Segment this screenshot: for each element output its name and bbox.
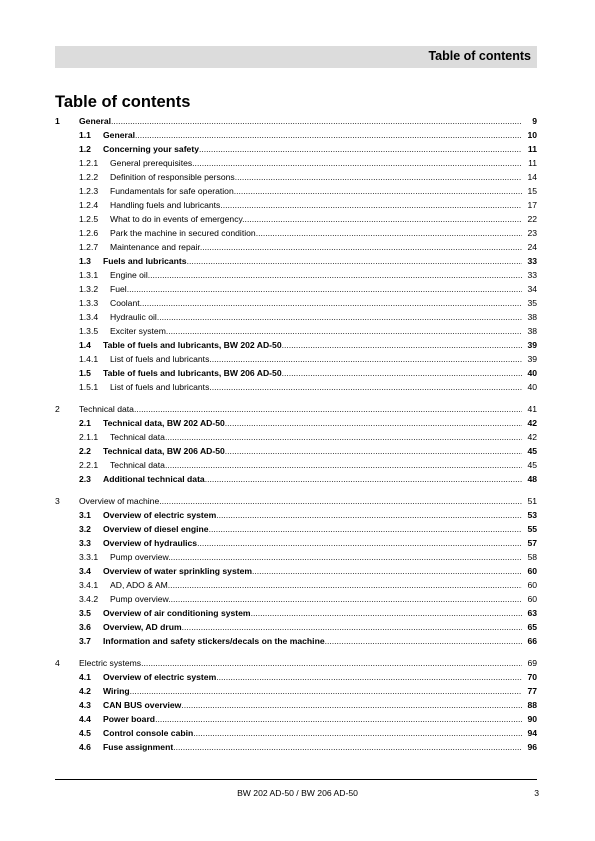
toc-entry-title: CAN BUS overview — [103, 700, 182, 710]
toc-entry-page: 35 — [527, 298, 537, 308]
toc-entry-number: 1.2.4 — [79, 200, 99, 210]
toc-entry-page: 66 — [527, 636, 537, 646]
toc-entry-page: 60 — [527, 594, 537, 604]
toc-entry-title: General — [79, 116, 112, 126]
toc-entry-leader — [103, 144, 522, 155]
toc-entry-number: 3.3 — [79, 538, 91, 548]
toc-entry-page: 51 — [527, 496, 537, 506]
toc-entry[interactable] — [55, 256, 540, 267]
toc-entry-title: Overview of air conditioning system — [103, 608, 251, 618]
toc-entry-page: 69 — [527, 658, 537, 668]
toc-entry[interactable] — [55, 672, 540, 683]
toc-entry-leader — [103, 608, 522, 619]
toc-entry[interactable] — [55, 214, 540, 225]
toc-entry-page: 39 — [527, 340, 537, 350]
toc-entry-page: 70 — [527, 672, 537, 682]
toc-entry-page: 33 — [527, 270, 537, 280]
toc-entry[interactable] — [55, 742, 540, 753]
toc-entry-page: 65 — [527, 622, 537, 632]
toc-entry-number: 1.5.1 — [79, 382, 99, 392]
toc-entry-title: Pump overview — [110, 552, 169, 562]
toc-entry-title: General prerequisites — [110, 158, 193, 168]
toc-entry-leader — [110, 186, 522, 197]
toc-entry-title: Technical data — [79, 404, 134, 414]
toc-entry-number: 4.6 — [79, 742, 91, 752]
toc-entry-title: Fuel — [110, 284, 127, 294]
toc-entry-title: Overview of diesel engine — [103, 524, 209, 534]
toc-entry-number: 3.1 — [79, 510, 91, 520]
toc-entry[interactable] — [55, 714, 540, 725]
toc-entry-page: 77 — [527, 686, 537, 696]
toc-entry-leader — [110, 158, 522, 169]
toc-entry[interactable] — [55, 496, 540, 507]
toc-entry[interactable] — [55, 580, 540, 591]
toc-entry-number: 3.7 — [79, 636, 91, 646]
toc-entry-page: 10 — [527, 130, 537, 140]
toc-entry[interactable] — [55, 566, 540, 577]
toc-entry[interactable] — [55, 700, 540, 711]
toc-entry-page: 40 — [527, 368, 537, 378]
header-title: Table of contents — [428, 49, 531, 63]
toc-entry-leader — [110, 354, 522, 365]
toc-entry-number: 4 — [55, 658, 60, 668]
toc-entry[interactable] — [55, 552, 540, 563]
toc-entry-page: 96 — [527, 742, 537, 752]
toc-entry-number: 3 — [55, 496, 60, 506]
toc-entry-page: 60 — [527, 566, 537, 576]
toc-entry-leader — [79, 404, 522, 415]
toc-entry-leader — [103, 714, 522, 725]
toc-entry-number: 1.4 — [79, 340, 91, 350]
toc-entry-title: Overview of hydraulics — [103, 538, 198, 548]
toc-entry[interactable] — [55, 172, 540, 183]
toc-entry-title: Pump overview — [110, 594, 169, 604]
toc-entry-number: 4.3 — [79, 700, 91, 710]
toc-entry-page: 42 — [527, 418, 537, 428]
footer-divider — [55, 779, 537, 780]
toc-entry-title: List of fuels and lubricants — [110, 382, 210, 392]
toc-entry-title: Fuels and lubricants — [103, 256, 187, 266]
toc-entry-number: 1.2.3 — [79, 186, 99, 196]
toc-entry-page: 24 — [527, 242, 537, 252]
toc-entry-page: 45 — [527, 446, 537, 456]
toc-entry-number: 4.1 — [79, 672, 91, 682]
toc-entry-leader — [110, 594, 522, 605]
toc-entry[interactable] — [55, 186, 540, 197]
toc-entry-page: 45 — [527, 460, 537, 470]
toc-entry-number: 2.2.1 — [79, 460, 99, 470]
toc-entry-title: AD, ADO & AM — [110, 580, 168, 590]
toc-entry[interactable] — [55, 270, 540, 281]
toc-entry-leader — [103, 130, 522, 141]
toc-entry-title: Electric systems — [79, 658, 142, 668]
toc-entry-page: 11 — [528, 158, 537, 168]
toc-entry-number: 1.1 — [79, 130, 91, 140]
toc-entry-leader — [110, 580, 522, 591]
toc-entry-number: 1.2.7 — [79, 242, 99, 252]
toc-entry-title: Technical data — [110, 432, 165, 442]
toc-entry-title: Overview, AD drum — [103, 622, 182, 632]
toc-entry-title: Maintenance and repair — [110, 242, 200, 252]
toc-entry-number: 2.1.1 — [79, 432, 99, 442]
toc-entry-leader — [103, 566, 522, 577]
toc-entry-page: 48 — [527, 474, 537, 484]
toc-entry-page: 55 — [527, 524, 537, 534]
toc-entry[interactable] — [55, 284, 540, 295]
toc-entry-page: 22 — [527, 214, 537, 224]
toc-entry-number: 1.2.2 — [79, 172, 99, 182]
toc-entry[interactable] — [55, 510, 540, 521]
toc-entry[interactable] — [55, 686, 540, 697]
toc-entry-number: 4.2 — [79, 686, 91, 696]
toc-entry[interactable] — [55, 608, 540, 619]
toc-entry-page: 33 — [527, 256, 537, 266]
toc-entry-leader — [110, 298, 522, 309]
toc-entry-number: 2.3 — [79, 474, 91, 484]
toc-entry-title: Overview of electric system — [103, 672, 217, 682]
toc-entry-page: 38 — [527, 312, 537, 322]
toc-entry-page: 94 — [527, 728, 537, 738]
toc-entry[interactable] — [55, 622, 540, 633]
toc-entry-page: 23 — [527, 228, 537, 238]
toc-entry-leader — [110, 432, 522, 443]
toc-entry-number: 3.4.1 — [79, 580, 99, 590]
toc-entry-leader — [79, 116, 522, 127]
toc-entry-leader — [110, 460, 522, 471]
toc-entry[interactable] — [55, 538, 540, 549]
toc-entry-number: 1.2.5 — [79, 214, 99, 224]
toc-entry-leader — [103, 524, 522, 535]
toc-entry-title: Fuse assignment — [103, 742, 174, 752]
toc-entry-number: 1.5 — [79, 368, 91, 378]
toc-entry-title: Overview of machine — [79, 496, 160, 506]
toc-entry[interactable] — [55, 524, 540, 535]
toc-entry[interactable] — [55, 340, 540, 351]
toc-entry-leader — [103, 742, 522, 753]
toc-entry-number: 4.4 — [79, 714, 91, 724]
toc-entry-title: Additional technical data — [103, 474, 205, 484]
toc-entry-title: Concerning your safety — [103, 144, 199, 154]
toc-entry-number: 2.2 — [79, 446, 91, 456]
toc-entry[interactable] — [55, 228, 540, 239]
toc-entry-number: 1.2.1 — [79, 158, 99, 168]
toc-entry-title: Table of fuels and lubricants, BW 206 AD-50 — [103, 368, 282, 378]
toc-entry-leader — [103, 622, 522, 633]
toc-entry-page: 63 — [527, 608, 537, 618]
toc-entry-page: 38 — [527, 326, 537, 336]
toc-entry[interactable] — [55, 446, 540, 457]
toc-entry-page: 42 — [527, 432, 537, 442]
toc-entry[interactable] — [55, 728, 540, 739]
toc-entry-page: 60 — [527, 580, 537, 590]
toc-entry-page: 9 — [532, 116, 537, 126]
toc-entry-leader — [103, 368, 522, 379]
toc-entry[interactable] — [55, 242, 540, 253]
toc-entry[interactable] — [55, 418, 540, 429]
toc-entry-number: 2.1 — [79, 418, 91, 428]
toc-entry-number: 3.4.2 — [79, 594, 99, 604]
toc-entry-leader — [110, 382, 522, 393]
toc-entry-title: Overview of water sprinkling system — [103, 566, 253, 576]
toc-entry-title: Engine oil — [110, 270, 148, 280]
toc-entry[interactable] — [55, 404, 540, 415]
toc-entry-number: 1.3.3 — [79, 298, 99, 308]
toc-entry-leader — [110, 326, 522, 337]
toc-entry-title: Control console cabin — [103, 728, 194, 738]
toc-entry-title: Exciter system — [110, 326, 166, 336]
toc-entry-number: 3.2 — [79, 524, 91, 534]
toc-entry-title: Information and safety stickers/decals on the machine — [103, 636, 325, 646]
toc-entry-leader — [110, 200, 522, 211]
toc-entry-leader — [110, 172, 522, 183]
toc-entry-number: 1.3.1 — [79, 270, 99, 280]
toc-entry-title: Technical data, BW 206 AD-50 — [103, 446, 225, 456]
header-bar — [55, 46, 537, 68]
toc-entry[interactable] — [55, 636, 540, 647]
toc-entry-leader — [103, 538, 522, 549]
toc-entry-number: 1.3.2 — [79, 284, 99, 294]
toc-entry[interactable] — [55, 382, 540, 393]
toc-entry-number: 1.3.5 — [79, 326, 99, 336]
toc-entry[interactable] — [55, 130, 540, 141]
toc-entry[interactable] — [55, 658, 540, 669]
toc-entry-page: 39 — [527, 354, 537, 364]
toc-entry-leader — [79, 496, 522, 507]
toc-entry[interactable] — [55, 298, 540, 309]
toc-entry[interactable] — [55, 594, 540, 605]
toc-entry-page: 40 — [527, 382, 537, 392]
toc-entry-number: 3.6 — [79, 622, 91, 632]
toc-entry-title: Technical data — [110, 460, 165, 470]
toc-entry-leader — [103, 418, 522, 429]
toc-entry-leader — [110, 214, 522, 225]
toc-entry-leader — [110, 284, 522, 295]
page-title: Table of contents — [55, 93, 191, 111]
toc-entry-title: Technical data, BW 202 AD-50 — [103, 418, 225, 428]
toc-entry-title: List of fuels and lubricants — [110, 354, 210, 364]
toc-entry-page: 41 — [527, 404, 537, 414]
toc-entry-number: 3.4 — [79, 566, 91, 576]
toc-entry[interactable] — [55, 326, 540, 337]
toc-entry-page: 34 — [527, 284, 537, 294]
toc-entry[interactable] — [55, 116, 540, 127]
toc-entry-page: 53 — [527, 510, 537, 520]
toc-entry-title: Power board — [103, 714, 156, 724]
toc-entry-page: 17 — [527, 200, 537, 210]
toc-entry[interactable] — [55, 460, 540, 471]
toc-entry-title: What to do in events of emergency — [110, 214, 243, 224]
toc-entry-number: 3.5 — [79, 608, 91, 618]
toc-entry-number: 1.4.1 — [79, 354, 99, 364]
toc-entry-title: Fundamentals for safe operation — [110, 186, 234, 196]
toc-entry-leader — [110, 312, 522, 323]
toc-entry-title: Table of fuels and lubricants, BW 202 AD-50 — [103, 340, 282, 350]
toc-entry-page: 14 — [527, 172, 537, 182]
toc-entry-page: 88 — [527, 700, 537, 710]
toc-entry-title: Wiring — [103, 686, 130, 696]
toc-entry-leader — [103, 700, 522, 711]
toc-entry-leader — [110, 270, 522, 281]
toc-entry-leader — [103, 474, 522, 485]
toc-entry-leader — [110, 242, 522, 253]
footer-page-number: 3 — [534, 788, 539, 798]
toc-entry-number: 4.5 — [79, 728, 91, 738]
toc-entry-number: 1 — [55, 116, 60, 126]
toc-entry-title: General — [103, 130, 136, 140]
toc-entry[interactable] — [55, 432, 540, 443]
toc-entry[interactable] — [55, 158, 540, 169]
footer-model-text: BW 202 AD-50 / BW 206 AD-50 — [237, 788, 358, 798]
toc-entry-number: 3.3.1 — [79, 552, 99, 562]
toc-entry-number: 1.3 — [79, 256, 91, 266]
toc-entry-leader — [110, 552, 522, 563]
toc-entry-number: 1.3.4 — [79, 312, 99, 322]
toc-entry-page: 58 — [527, 552, 537, 562]
toc-entry-number: 1.2.6 — [79, 228, 99, 238]
toc-entry[interactable] — [55, 474, 540, 485]
toc-entry-leader — [103, 728, 522, 739]
toc-entry-title: Handling fuels and lubricants — [110, 200, 221, 210]
toc-entry-page: 90 — [527, 714, 537, 724]
toc-entry-page: 15 — [527, 186, 537, 196]
toc-entry-leader — [103, 672, 522, 683]
toc-entry-page: 57 — [527, 538, 537, 548]
toc-entry[interactable] — [55, 368, 540, 379]
toc-entry-leader — [103, 340, 522, 351]
toc-entry-leader — [103, 510, 522, 521]
toc-entry-leader — [103, 686, 522, 697]
toc-entry-leader — [110, 228, 522, 239]
toc-entry-title: Park the machine in secured condition — [110, 228, 256, 238]
toc-entry[interactable] — [55, 312, 540, 323]
toc-entry-leader — [103, 636, 522, 647]
toc-entry-leader — [103, 256, 522, 267]
toc-entry[interactable] — [55, 144, 540, 155]
toc-entry-leader — [79, 658, 522, 669]
toc-entry-title: Coolant — [110, 298, 140, 308]
toc-entry-title: Definition of responsible persons — [110, 172, 235, 182]
toc-entry-title: Hydraulic oil — [110, 312, 157, 322]
toc-entry[interactable] — [55, 354, 540, 365]
toc-entry-number: 2 — [55, 404, 60, 414]
toc-entry-number: 1.2 — [79, 144, 91, 154]
toc-entry-page: 11 — [527, 144, 537, 154]
toc-entry[interactable] — [55, 200, 540, 211]
toc-entry-leader — [103, 446, 522, 457]
toc-entry-title: Overview of electric system — [103, 510, 217, 520]
